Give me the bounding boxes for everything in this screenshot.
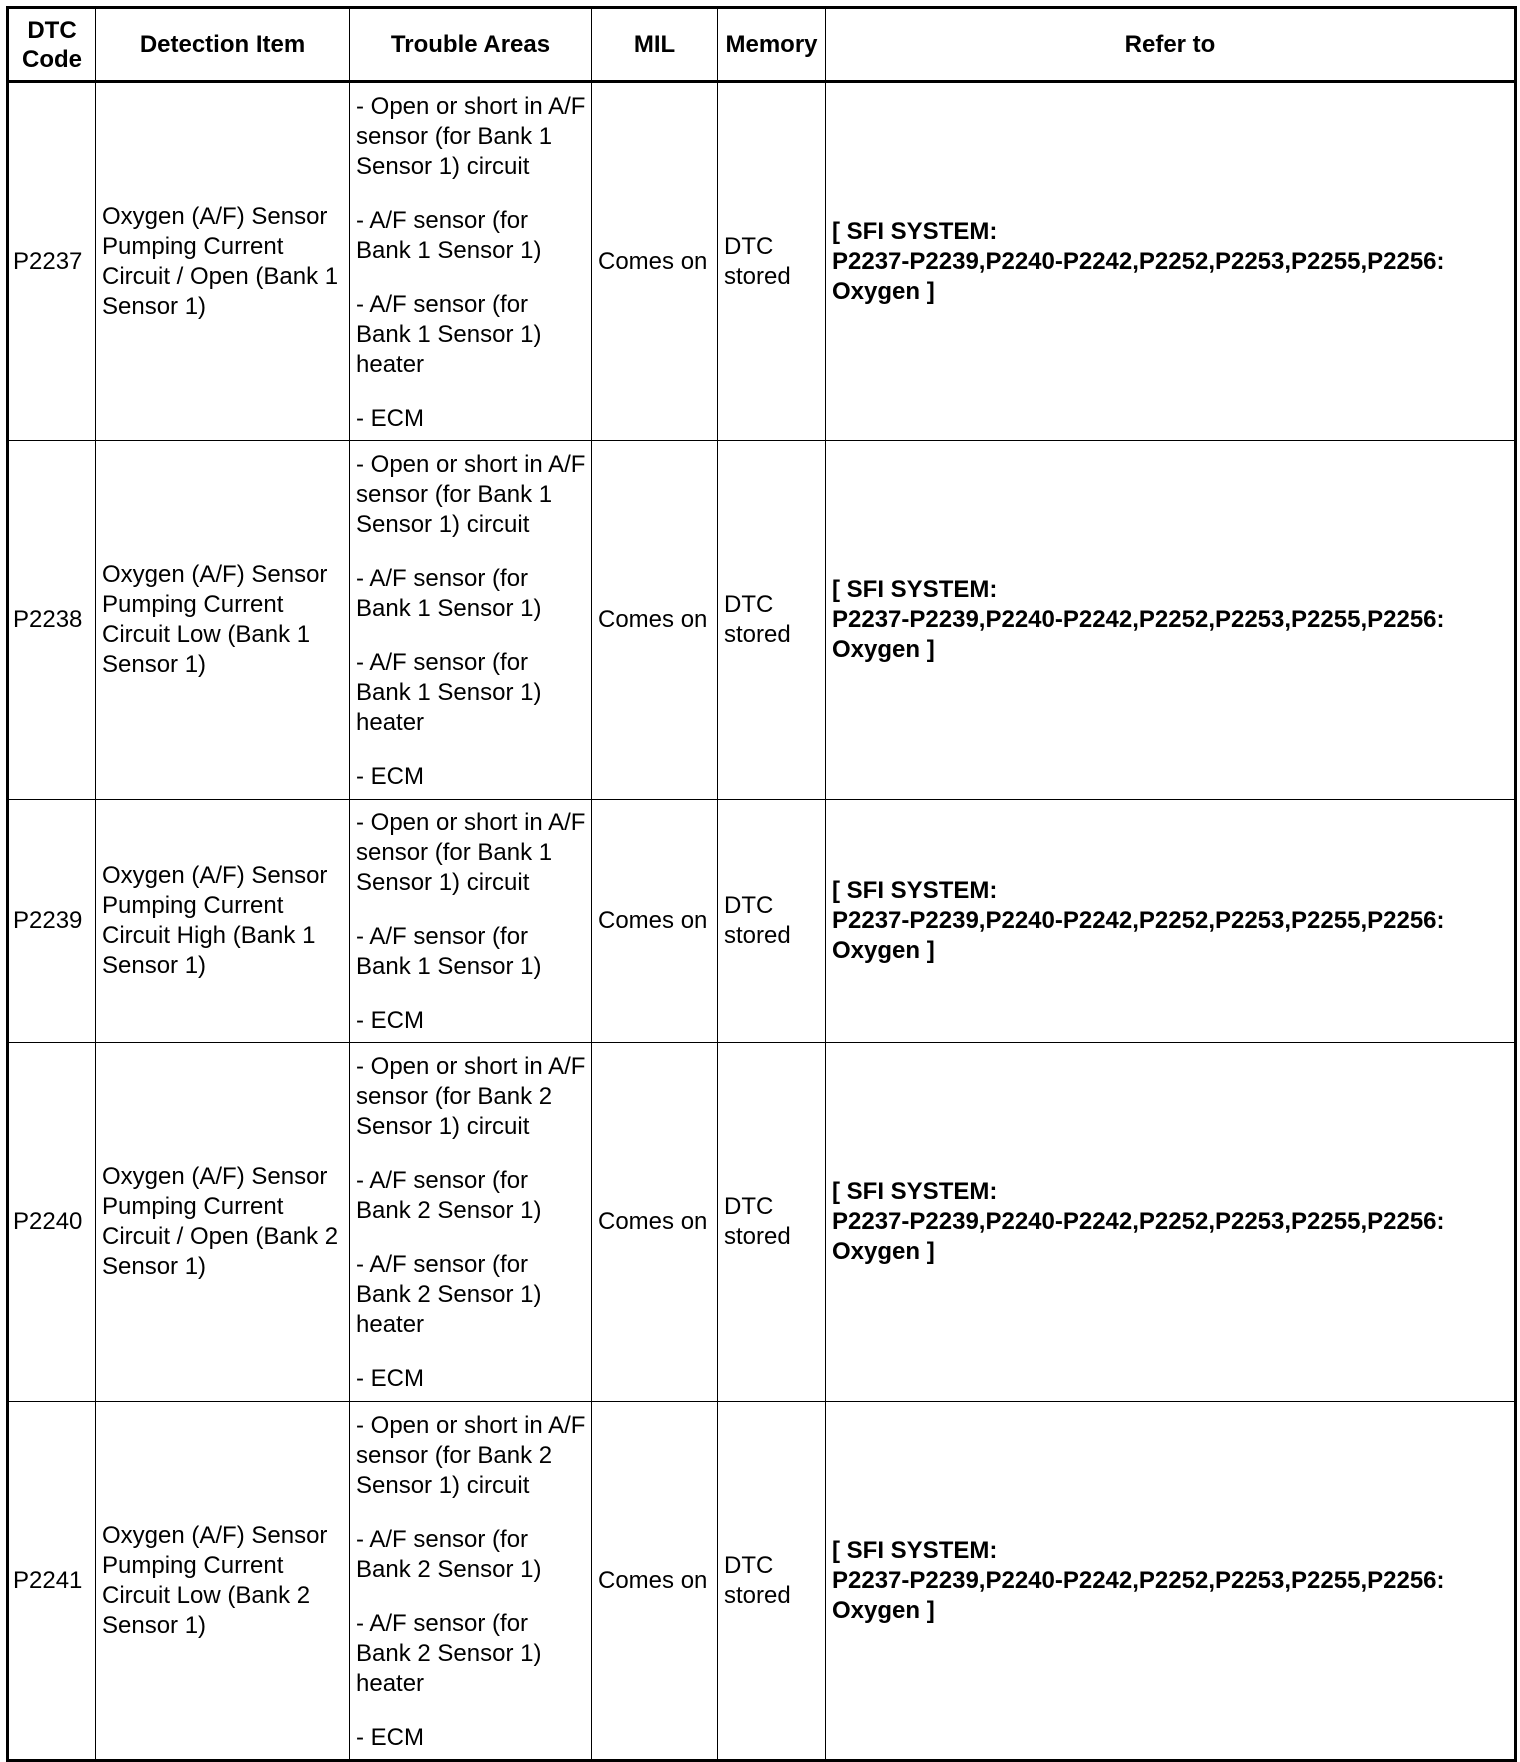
detection-item-cell: Oxygen (A/F) Sensor Pumping Current Circuit Low (Bank 2 Sensor 1) — [96, 1402, 350, 1761]
trouble-area-item: - Open or short in A/F sensor (for Bank 1 Sensor 1) circuit — [356, 809, 586, 896]
header-trouble-areas: Trouble Areas — [350, 8, 592, 82]
memory-cell: DTC stored — [718, 82, 826, 441]
refer-to-line: Oxygen ] — [832, 937, 935, 964]
trouble-area-item: - A/F sensor (for Bank 2 Sensor 1) heater — [356, 1251, 542, 1338]
table-body — [8, 82, 1516, 1761]
trouble-area-item: - ECM — [356, 763, 424, 790]
header-mil: MIL — [592, 8, 718, 82]
table-header — [8, 8, 1516, 82]
trouble-areas-cell — [350, 800, 592, 1043]
refer-to-line: P2237-P2239,P2240-P2242,P2252,P2253,P2255,P2256: — [832, 1566, 1445, 1594]
trouble-area-item: - A/F sensor (for Bank 1 Sensor 1) heater — [356, 290, 542, 378]
refer-to-line: P2237-P2239,P2240-P2242,P2252,P2253,P2255,P2256: — [832, 1208, 1445, 1235]
refer-to-line: [ SFI SYSTEM: — [832, 576, 998, 603]
trouble-area-item: - A/F sensor (for Bank 1 Sensor 1) — [356, 206, 542, 264]
dtc-code-cell: P2237 — [8, 82, 96, 441]
trouble-area-item: - A/F sensor (for Bank 2 Sensor 1) — [356, 1525, 542, 1583]
refer-to-cell — [826, 441, 1516, 800]
table-row — [8, 82, 1516, 441]
refer-to-link[interactable] — [832, 1177, 1508, 1267]
trouble-areas-cell — [350, 1043, 592, 1402]
trouble-area-item: - Open or short in A/F sensor (for Bank 2 Sensor 1) circuit — [356, 1411, 586, 1499]
mil-cell: Comes on — [592, 800, 718, 1043]
refer-to-cell — [826, 800, 1516, 1043]
refer-to-line: [ SFI SYSTEM: — [832, 1178, 998, 1205]
refer-to-cell — [826, 1402, 1516, 1761]
refer-to-link[interactable] — [832, 217, 1508, 307]
trouble-area-item: - ECM — [356, 1365, 424, 1392]
trouble-area-item: - A/F sensor (for Bank 1 Sensor 1) — [356, 923, 542, 980]
dtc-code-cell: P2238 — [8, 441, 96, 800]
detection-item-cell: Oxygen (A/F) Sensor Pumping Current Circuit High (Bank 1 Sensor 1) — [96, 800, 350, 1043]
header-dtc-code: DTC Code — [8, 8, 96, 82]
refer-to-line: Oxygen ] — [832, 1238, 935, 1265]
refer-to-link[interactable] — [832, 575, 1508, 665]
refer-to-link[interactable] — [832, 1536, 1508, 1626]
refer-to-line: Oxygen ] — [832, 636, 935, 663]
mil-cell: Comes on — [592, 441, 718, 800]
memory-cell: DTC stored — [718, 800, 826, 1043]
refer-to-link[interactable] — [832, 876, 1508, 966]
trouble-areas-cell — [350, 1402, 592, 1761]
trouble-area-item: - ECM — [356, 1723, 424, 1751]
table-row — [8, 1043, 1516, 1402]
table-row — [8, 1402, 1516, 1761]
mil-cell: Comes on — [592, 1043, 718, 1402]
detection-item-cell: Oxygen (A/F) Sensor Pumping Current Circuit / Open (Bank 2 Sensor 1) — [96, 1043, 350, 1402]
mil-cell: Comes on — [592, 82, 718, 441]
trouble-area-item: - Open or short in A/F sensor (for Bank 2 Sensor 1) circuit — [356, 1053, 586, 1140]
dtc-table — [6, 6, 1517, 1762]
trouble-area-item: - Open or short in A/F sensor (for Bank 1 Sensor 1) circuit — [356, 451, 586, 538]
dtc-code-cell: P2240 — [8, 1043, 96, 1402]
detection-item-cell: Oxygen (A/F) Sensor Pumping Current Circuit Low (Bank 1 Sensor 1) — [96, 441, 350, 800]
memory-cell: DTC stored — [718, 1043, 826, 1402]
header-detection-item: Detection Item — [96, 8, 350, 82]
trouble-area-item: - A/F sensor (for Bank 1 Sensor 1) — [356, 565, 542, 622]
refer-to-cell — [826, 1043, 1516, 1402]
trouble-area-item: - A/F sensor (for Bank 2 Sensor 1) — [356, 1167, 542, 1224]
refer-to-line: Oxygen ] — [832, 277, 935, 305]
refer-to-line: [ SFI SYSTEM: — [832, 217, 998, 245]
header-memory: Memory — [718, 8, 826, 82]
dtc-code-cell: P2241 — [8, 1402, 96, 1761]
table-row — [8, 441, 1516, 800]
dtc-code-cell: P2239 — [8, 800, 96, 1043]
header-refer-to: Refer to — [826, 8, 1516, 82]
refer-to-line: P2237-P2239,P2240-P2242,P2252,P2253,P2255,P2256: — [832, 907, 1445, 934]
trouble-area-item: - A/F sensor (for Bank 1 Sensor 1) heater — [356, 649, 542, 736]
mil-cell: Comes on — [592, 1402, 718, 1761]
refer-to-cell — [826, 82, 1516, 441]
trouble-areas-cell — [350, 441, 592, 800]
table-row — [8, 800, 1516, 1043]
refer-to-line: P2237-P2239,P2240-P2242,P2252,P2253,P2255,P2256: — [832, 247, 1445, 275]
refer-to-line: Oxygen ] — [832, 1596, 935, 1624]
trouble-areas-cell — [350, 82, 592, 441]
refer-to-line: [ SFI SYSTEM: — [832, 1536, 998, 1564]
refer-to-line: [ SFI SYSTEM: — [832, 877, 998, 904]
memory-cell: DTC stored — [718, 441, 826, 800]
header-row — [8, 8, 1516, 82]
trouble-area-item: - ECM — [356, 1007, 424, 1034]
trouble-area-item: - Open or short in A/F sensor (for Bank 1 Sensor 1) circuit — [356, 92, 586, 180]
trouble-area-item: - A/F sensor (for Bank 2 Sensor 1) heater — [356, 1609, 542, 1697]
detection-item-cell: Oxygen (A/F) Sensor Pumping Current Circuit / Open (Bank 1 Sensor 1) — [96, 82, 350, 441]
trouble-area-item: - ECM — [356, 404, 424, 432]
memory-cell: DTC stored — [718, 1402, 826, 1761]
refer-to-line: P2237-P2239,P2240-P2242,P2252,P2253,P2255,P2256: — [832, 606, 1445, 633]
